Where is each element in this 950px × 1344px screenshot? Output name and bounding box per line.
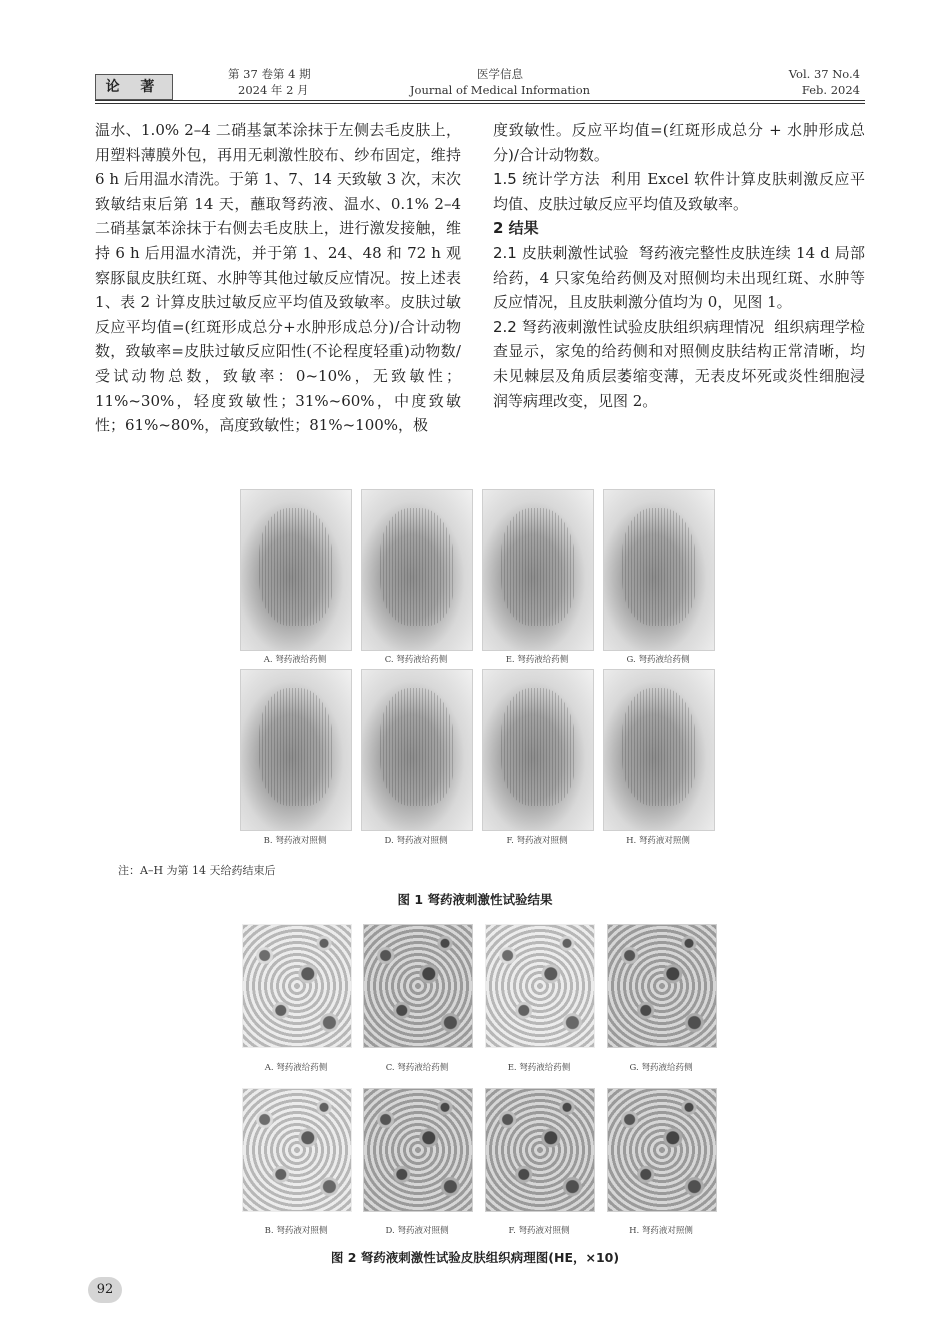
irritation-paragraph [493, 241, 865, 315]
date-en: Feb. 2024 [801, 83, 860, 97]
histo-h [607, 1088, 717, 1212]
figure-1-note: 注：A–H 为第 14 天给药结束后 [118, 864, 276, 877]
photo-c [361, 489, 473, 651]
journal-name-cn: 医学信息 [477, 67, 523, 81]
stats-heading: 1.5 统计学方法 [493, 170, 601, 189]
photo-d [361, 669, 473, 831]
histo-g [607, 924, 717, 1048]
volume-cn: 第 37 卷第 4 期 [228, 67, 311, 81]
photo-f [482, 669, 594, 831]
pathology-paragraph [493, 315, 865, 413]
figure-2-title: 图 2 弩药液刺激性试验皮肤组织病理图(HE，×10) [330, 1250, 620, 1265]
fig1-caption-d: D. 弩药液对照侧 [384, 836, 448, 846]
left-column [95, 118, 461, 438]
right-column [493, 118, 865, 413]
page-number: 92 [88, 1277, 122, 1303]
fig2-caption-c: C. 弩药液给药侧 [385, 1063, 449, 1073]
photo-b [240, 669, 352, 831]
irritation-body: 弩药液完整性皮肤连续 14 d 局部给药，4 只家兔给药侧及对照侧均未出现红斑、水肿等反应情况，且皮肤刺激分值均为 0，见图 1。 [493, 243, 866, 312]
header-rule [95, 100, 865, 101]
paragraph-continuation: 度致敏性。反应平均值=(红斑形成总分 + 水肿形成总分)/合计动物数。 [493, 121, 865, 164]
stats-paragraph [493, 167, 865, 216]
fig2-caption-g: G. 弩药液给药侧 [629, 1063, 693, 1073]
header-rule-thin [95, 103, 865, 104]
date-cn: 2024 年 2 月 [238, 83, 309, 97]
fig2-caption-b: B. 弩药液对照侧 [264, 1226, 328, 1236]
fig1-caption-b: B. 弩药液对照侧 [263, 836, 327, 846]
photo-a [240, 489, 352, 651]
fig1-caption-e: E. 弩药液给药侧 [505, 655, 569, 665]
histo-e [485, 924, 595, 1048]
photo-e [482, 489, 594, 651]
journal-name-en: Journal of Medical Information [409, 83, 591, 97]
fig2-caption-d: D. 弩药液对照侧 [385, 1226, 449, 1236]
results-heading: 2 结果 [493, 219, 539, 238]
fig1-caption-a: A. 弩药液给药侧 [263, 655, 327, 665]
histo-c [363, 924, 473, 1048]
method-paragraph: 温水、1.0% 2–4 二硝基氯苯涂抹于左侧去毛皮肤上，用塑料薄膜外包，再用无刺激性胶布、纱布固定，维持 6 h 后用温水清洗。于第 1、7、14 天致敏 3 次，末次致敏结束后第 14 天，蘸取弩药液、温水、0.1% 2–4 二硝基氯苯涂抹于右侧去毛皮肤上，进行激发接触，维持 6 h 后用温水清洗，并于第 1、24、48 和 72 h 观察豚鼠皮肤红斑、水肿等其他过敏反应情况。按上述表 1、表 2 计算皮肤过敏反应平均值及致敏率。皮肤过敏反应平均值=(红斑形成总分+水肿形成总分)/合计动物数，致敏率=皮肤过敏反应阳性(不论程度轻重)动物数/受试动物总数，致敏率：0~10%，无致敏性；11%~30%，轻度致敏性；31%~60%，中度致敏性；61%~80%，高度致敏性；81%~100%，极 [95, 121, 461, 435]
section-tag: 论 著 [95, 74, 173, 100]
histo-d [363, 1088, 473, 1212]
stats-body: 利用 Excel 软件计算皮肤刺激反应平均值、皮肤过敏反应平均值及致敏率。 [493, 170, 865, 213]
photo-h [603, 669, 715, 831]
photo-g [603, 489, 715, 651]
header-issue-cn [228, 66, 311, 98]
histo-b [242, 1088, 352, 1212]
fig2-caption-f: F. 弩药液对照侧 [508, 1226, 570, 1236]
fig1-caption-c: C. 弩药液给药侧 [384, 655, 448, 665]
pathology-heading: 2.2 弩药液刺激性试验皮肤组织病理情况 [493, 317, 765, 336]
header-issue-en [700, 66, 860, 98]
figure-1-title: 图 1 弩药液刺激性试验结果 [397, 892, 553, 907]
fig2-caption-a: A. 弩药液给药侧 [264, 1063, 328, 1073]
fig2-caption-e: E. 弩药液给药侧 [507, 1063, 571, 1073]
histo-a [242, 924, 352, 1048]
fig1-caption-f: F. 弩药液对照侧 [506, 836, 568, 846]
fig2-caption-h: H. 弩药液对照侧 [629, 1226, 693, 1236]
pathology-body: 组织病理学检查显示，家兔的给药侧和对照侧皮肤结构正常清晰，均未见棘层及角质层萎缩变薄，无表皮坏死或炎性细胞浸润等病理改变，见图 2。 [493, 317, 865, 410]
fig1-caption-h: H. 弩药液对照侧 [626, 836, 690, 846]
header-journal [380, 66, 620, 98]
volume-en: Vol. 37 No.4 [788, 67, 860, 81]
irritation-heading: 2.1 皮肤刺激性试验 [493, 243, 629, 262]
histo-f [485, 1088, 595, 1212]
fig1-caption-g: G. 弩药液给药侧 [626, 655, 690, 665]
